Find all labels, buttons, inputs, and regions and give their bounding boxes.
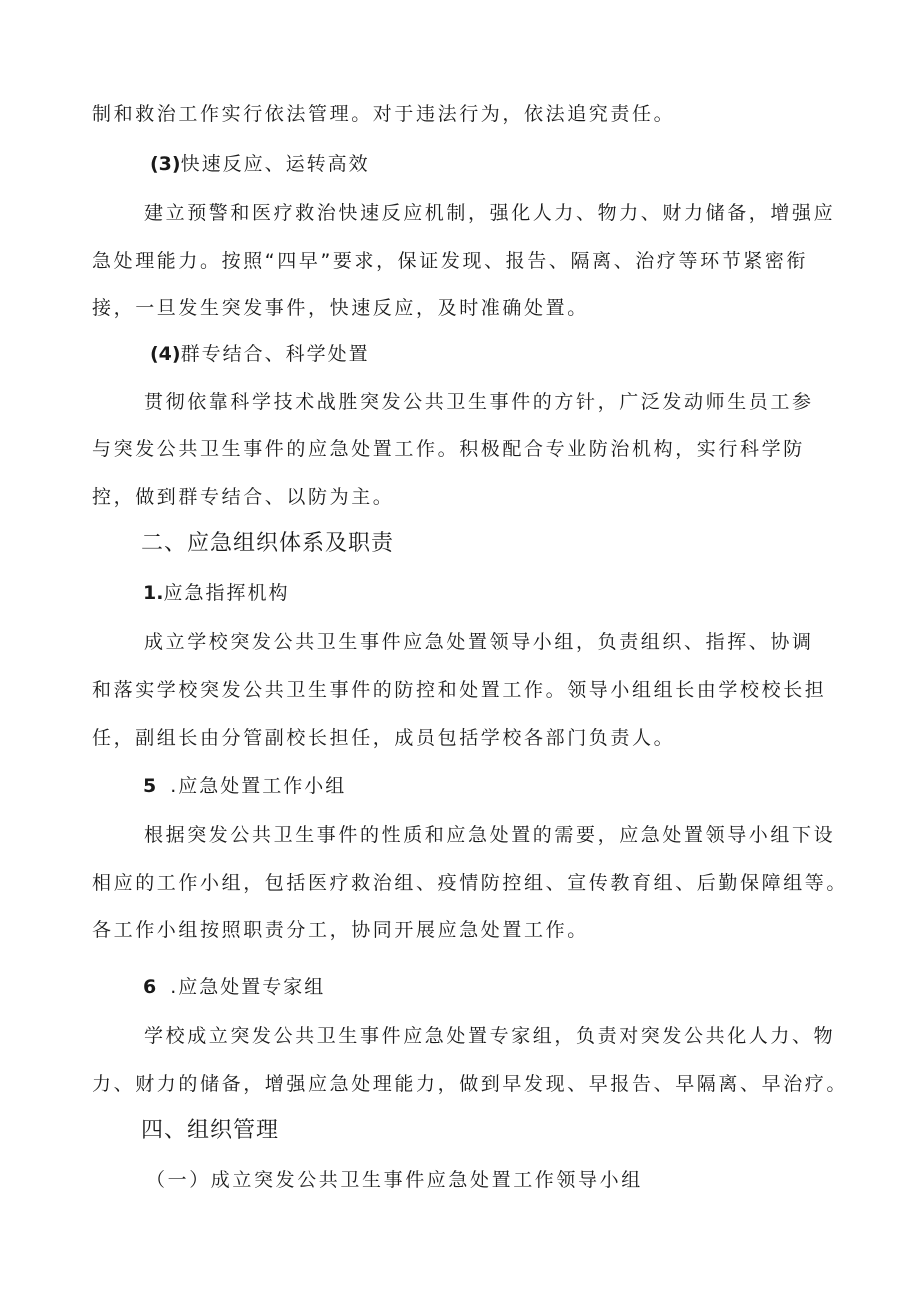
paragraph-line: 与突发公共卫生事件的应急处置工作。积极配合专业防治机构，实行科学防 — [92, 438, 805, 460]
section-heading: 二、应急组织体系及职责 — [141, 531, 395, 556]
subsection-text: 群专结合、科学处置 — [180, 343, 370, 365]
paragraph-line: 贯彻依靠科学技术战胜突发公共卫生事件的方针，广泛发动师生员工参 — [144, 391, 814, 413]
subsection-text: .应急处置工作小组 — [170, 775, 347, 797]
paragraph-line: 任，副组长由分管副校长担任，成员包括学校各部门负责人。 — [92, 727, 676, 749]
subsection-number: 5 — [143, 775, 157, 797]
subsection-title-5 — [143, 774, 346, 798]
paragraph-line: 控，做到群专结合、以防为主。 — [92, 486, 395, 508]
subsection-number: (4) — [150, 343, 181, 365]
paragraph-line: 相应的工作小组，包括医疗救治组、疫情防控组、宣传教育组、后勤保障组等。 — [92, 872, 849, 894]
subsection-title-6 — [143, 975, 325, 999]
subsection-title-1 — [143, 581, 289, 605]
paragraph-line: 和落实学校突发公共卫生事件的防控和处置工作。领导小组组长由学校校长担 — [92, 679, 827, 701]
subsection-number: 1. — [143, 582, 164, 604]
paragraph-line: 接，一旦发生突发事件，快速反应，及时准确处置。 — [92, 297, 589, 319]
paragraph-line: 根据突发公共卫生事件的性质和应急处置的需要，应急处置领导小组下设 — [144, 824, 836, 846]
subsection-title-4 — [150, 342, 370, 366]
paragraph-line: 急处理能力。按照“四早”要求，保证发现、报告、隔离、治疗等环节紧密衔 — [92, 250, 809, 272]
subsection-text: 快速反应、运转高效 — [180, 153, 370, 175]
paragraph-line: 成立学校突发公共卫生事件应急处置领导小组，负责组织、指挥、协调 — [144, 631, 814, 653]
subsection-title-3 — [150, 152, 370, 176]
subsection-text: 应急指挥机构 — [163, 582, 290, 604]
paragraph-line: 力、财力的储备，增强应急处理能力，做到早发现、早报告、早隔离、早治疗。 — [92, 1073, 849, 1095]
paragraph-line: （一）成立突发公共卫生事件应急处置工作领导小组 — [146, 1169, 643, 1191]
paragraph-line: 建立预警和医疗救治快速反应机制，强化人力、物力、财力储备，增强应 — [144, 202, 836, 224]
subsection-number: 6 — [143, 976, 157, 998]
subsection-number: (3) — [150, 153, 181, 175]
section-heading: 四、组织管理 — [141, 1118, 280, 1143]
paragraph-line: 各工作小组按照职责分工，协同开展应急处置工作。 — [92, 919, 589, 941]
paragraph-line: 学校成立突发公共卫生事件应急处置专家组，负责对突发公共化人力、物 — [144, 1025, 836, 1047]
subsection-text: .应急处置专家组 — [170, 976, 326, 998]
paragraph-line: 制和救治工作实行依法管理。对于违法行为，依法追究责任。 — [92, 103, 676, 125]
